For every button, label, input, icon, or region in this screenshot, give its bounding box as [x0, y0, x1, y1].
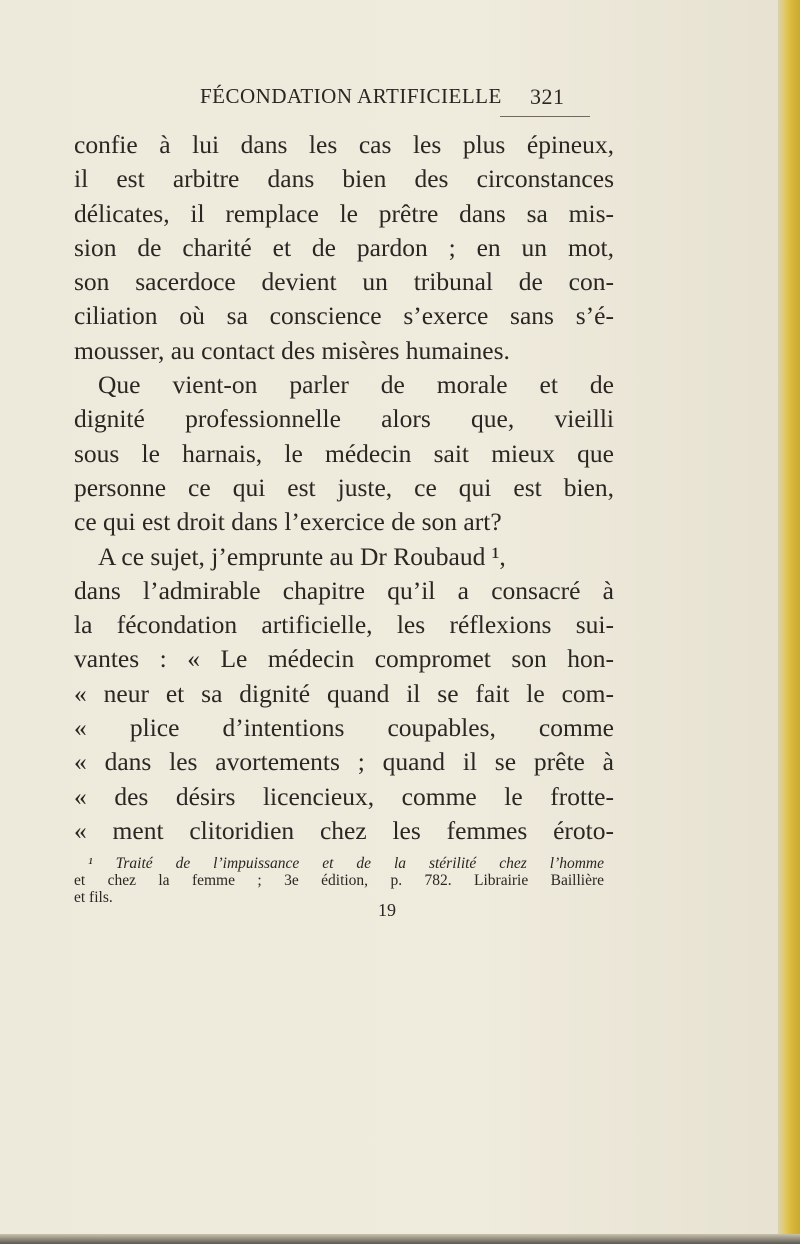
- footnote: [74, 855, 604, 906]
- text-line: ce qui est droit dans l’exercice de son art?: [74, 507, 502, 537]
- text-line: dignité professionnelle alors que, vieilli: [74, 404, 614, 434]
- text-line: mousser, au contact des misères humaines.: [74, 335, 510, 365]
- text-line: confie à lui dans les cas les plus épineux,: [74, 130, 614, 159]
- footnote-line: ¹ Traité de l’impuissance et de la stérilité chez l’homme: [88, 855, 604, 872]
- text-line: vantes : « Le médecin compromet son hon-: [74, 644, 614, 674]
- text-line: « plice d’intentions coupables, comme: [74, 713, 614, 743]
- text-line: personne ce qui est juste, ce qui est bien,: [74, 472, 614, 502]
- page-edge-bottom: [0, 1234, 800, 1244]
- text-line: dans l’admirable chapitre qu’il a consacré à: [74, 575, 614, 605]
- signature-mark: 19: [378, 900, 396, 920]
- text-line: la fécondation artificielle, les réflexions sui-: [74, 610, 614, 640]
- page-edge-right: [778, 0, 800, 1244]
- text-line: ciliation où sa conscience s’exerce sans s’é-: [74, 301, 614, 331]
- text-line: délicates, il remplace le prêtre dans sa mis-: [74, 198, 614, 228]
- text-line: Que vient-on parler de morale et de: [98, 370, 614, 400]
- text-line: sion de charité et de pardon ; en un mot,: [74, 232, 614, 262]
- text-line: « dans les avortements ; quand il se prête à: [74, 747, 614, 777]
- text-line: « ment clitoridien chez les femmes éroto-: [74, 815, 614, 845]
- text-line: son sacerdoce devient un tribunal de con-: [74, 267, 614, 297]
- header-rule: [500, 116, 590, 117]
- text-line: sous le harnais, le médecin sait mieux que: [74, 438, 614, 468]
- footnote-line: et chez la femme ; 3e édition, p. 782. Librairie Baillière: [74, 872, 604, 889]
- text-line: « des désirs licencieux, comme le frotte-: [74, 781, 614, 811]
- text-line: « neur et sa dignité quand il se fait le com-: [74, 678, 614, 708]
- running-head: [200, 84, 700, 114]
- footnote-line: et fils.: [74, 889, 113, 906]
- body-text: [74, 128, 614, 848]
- page-number: 321: [530, 84, 565, 109]
- running-title: FÉCONDATION ARTIFICIELLE: [200, 84, 502, 108]
- text-line: il est arbitre dans bien des circonstances: [74, 164, 614, 194]
- text-line: A ce sujet, j’emprunte au Dr Roubaud ¹,: [98, 541, 506, 571]
